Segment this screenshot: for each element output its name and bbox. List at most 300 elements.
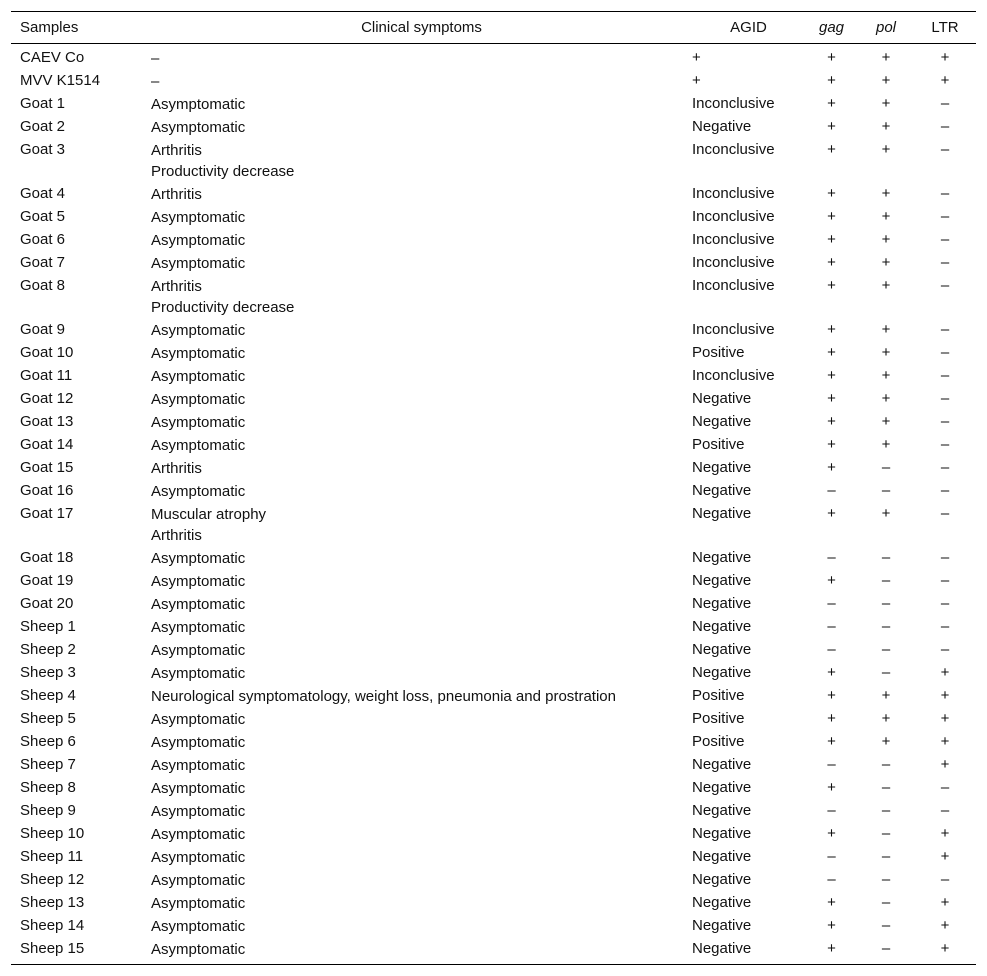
agid-cell: Negative [692, 779, 752, 796]
symptoms-cell [151, 548, 692, 569]
table-row [11, 730, 976, 753]
gag-cell: + [827, 321, 836, 338]
symptom-line: Arthritis [151, 186, 202, 203]
table-row [11, 615, 976, 638]
pol-cell: – [881, 595, 891, 612]
header-agid: AGID [730, 18, 767, 36]
pol-cell: + [881, 185, 891, 202]
sample-cell: Goat 10 [20, 344, 74, 361]
gag-cell: – [827, 756, 836, 773]
symptom-line: Muscular atrophy [151, 506, 267, 523]
symptoms-cell [151, 94, 692, 115]
sample-cell: Sheep 9 [20, 802, 76, 819]
agid-cell: Negative [692, 871, 752, 888]
agid-cell: Negative [692, 825, 752, 842]
pol-cell: + [881, 505, 891, 522]
agid-cell: Inconclusive [692, 208, 775, 225]
table-row [11, 868, 976, 891]
gag-cell: + [827, 390, 836, 407]
symptoms-cell [151, 343, 692, 364]
symptom-line: Productivity decrease [151, 163, 295, 180]
symptom-line: Asymptomatic [151, 895, 246, 912]
ltr-cell: – [940, 277, 950, 294]
ltr-cell: – [940, 482, 950, 499]
gag-cell: – [827, 848, 836, 865]
sample-cell: Sheep 1 [20, 618, 76, 635]
ltr-cell: – [940, 459, 950, 476]
symptoms-cell [151, 916, 692, 937]
gag-cell: + [827, 208, 836, 225]
ltr-cell: + [940, 894, 950, 911]
agid-cell: Negative [692, 572, 752, 589]
symptoms-cell [151, 481, 692, 502]
ltr-cell: + [940, 940, 950, 957]
pol-cell: – [881, 825, 891, 842]
agid-cell: Negative [692, 802, 752, 819]
header-gag: gag [818, 18, 845, 36]
ltr-cell: + [940, 917, 950, 934]
symptom-line: Asymptomatic [151, 209, 246, 226]
agid-cell: + [692, 49, 701, 66]
pol-cell: + [881, 208, 891, 225]
table-row [11, 138, 976, 182]
table-row [11, 569, 976, 592]
table-row [11, 341, 976, 364]
table-row [11, 937, 976, 960]
symptom-line: Asymptomatic [151, 550, 246, 567]
table-row [11, 845, 976, 868]
gag-cell: – [827, 641, 836, 658]
symptom-line: Asymptomatic [151, 619, 246, 636]
gag-cell: + [827, 141, 836, 158]
gag-cell: + [827, 344, 836, 361]
pol-cell: – [881, 459, 891, 476]
gag-cell: + [827, 825, 836, 842]
sample-cell: Goat 20 [20, 595, 74, 612]
gag-cell: + [827, 664, 836, 681]
symptoms-cell [151, 870, 692, 891]
symptoms-cell [151, 253, 692, 274]
table-row [11, 364, 976, 387]
sample-cell: Goat 14 [20, 436, 74, 453]
table-row [11, 115, 976, 138]
symptom-line: Asymptomatic [151, 437, 246, 454]
pol-cell: + [881, 231, 891, 248]
sample-cell: Goat 2 [20, 118, 66, 135]
sample-cell: Goat 12 [20, 390, 74, 407]
sample-cell: Goat 3 [20, 141, 66, 158]
symptom-line: Arthritis [151, 142, 202, 159]
table-row [11, 456, 976, 479]
sample-cell: Goat 9 [20, 321, 66, 338]
table-row [11, 92, 976, 115]
symptoms-cell [151, 435, 692, 456]
agid-cell: Positive [692, 436, 745, 453]
pol-cell: + [881, 733, 891, 750]
ltr-cell: + [940, 664, 950, 681]
symptoms-cell [151, 48, 692, 69]
header-clinical-symptoms: Clinical symptoms [361, 18, 482, 36]
pol-cell: + [881, 344, 891, 361]
symptom-line: Asymptomatic [151, 757, 246, 774]
symptom-line: Asymptomatic [151, 734, 246, 751]
ltr-cell: – [940, 802, 950, 819]
sample-cell: Sheep 2 [20, 641, 76, 658]
gag-cell: + [827, 572, 836, 589]
header-pol: pol [875, 18, 897, 36]
table-row [11, 776, 976, 799]
pol-cell: + [881, 95, 891, 112]
table-row [11, 684, 976, 707]
table-row [11, 914, 976, 937]
table-row [11, 182, 976, 205]
symptoms-cell [151, 276, 692, 318]
agid-cell: Negative [692, 549, 752, 566]
symptom-line: Productivity decrease [151, 299, 295, 316]
table-row [11, 707, 976, 730]
pol-cell: + [881, 277, 891, 294]
pol-cell: – [881, 664, 891, 681]
agid-cell: Positive [692, 710, 745, 727]
sample-cell: Sheep 6 [20, 733, 76, 750]
symptom-line: Asymptomatic [151, 941, 246, 958]
table-row [11, 410, 976, 433]
agid-cell: Negative [692, 482, 752, 499]
gag-cell: + [827, 505, 836, 522]
gag-cell: + [827, 49, 836, 66]
symptoms-cell [151, 732, 692, 753]
sample-cell: Sheep 11 [20, 848, 84, 865]
header-samples: Samples [20, 18, 79, 36]
pol-cell: – [881, 641, 891, 658]
gag-cell: + [827, 710, 836, 727]
symptom-line: Asymptomatic [151, 803, 246, 820]
gag-cell: + [827, 459, 836, 476]
agid-cell: Negative [692, 505, 752, 522]
pol-cell: + [881, 436, 891, 453]
ltr-cell: – [940, 641, 950, 658]
table-row [11, 753, 976, 776]
agid-cell: Negative [692, 917, 752, 934]
sample-cell: Sheep 14 [20, 917, 85, 934]
table-row [11, 433, 976, 456]
gag-cell: + [827, 687, 836, 704]
symptom-line: Asymptomatic [151, 322, 246, 339]
symptom-line: Asymptomatic [151, 573, 246, 590]
symptoms-cell [151, 207, 692, 228]
ltr-cell: – [940, 549, 950, 566]
ltr-cell: + [940, 733, 950, 750]
symptoms-cell [151, 663, 692, 684]
sample-cell: Goat 6 [20, 231, 66, 248]
ltr-cell: + [940, 825, 950, 842]
gag-cell: – [827, 802, 836, 819]
sample-cell: Sheep 10 [20, 825, 85, 842]
sample-cell: Goat 13 [20, 413, 74, 430]
ltr-cell: – [940, 118, 950, 135]
symptom-line: Arthritis [151, 460, 202, 477]
pol-cell: – [881, 940, 891, 957]
sample-cell: Goat 19 [20, 572, 74, 589]
ltr-cell: – [940, 390, 950, 407]
table-row [11, 891, 976, 914]
gag-cell: + [827, 231, 836, 248]
gag-cell: + [827, 436, 836, 453]
table-row [11, 638, 976, 661]
ltr-cell: – [940, 141, 950, 158]
sample-cell: Goat 11 [20, 367, 73, 384]
table-row [11, 318, 976, 341]
symptom-line: Asymptomatic [151, 232, 246, 249]
pol-cell: – [881, 871, 891, 888]
ltr-cell: + [940, 49, 950, 66]
table-row [11, 661, 976, 684]
gag-cell: + [827, 894, 836, 911]
agid-cell: Inconclusive [692, 277, 775, 294]
table-row [11, 274, 976, 318]
symptoms-cell [151, 709, 692, 730]
sample-cell: Goat 18 [20, 549, 74, 566]
ltr-cell: – [940, 367, 950, 384]
gag-cell: + [827, 733, 836, 750]
pol-cell: + [881, 321, 891, 338]
ltr-cell: – [940, 436, 950, 453]
sample-cell: Sheep 5 [20, 710, 76, 727]
table-row [11, 799, 976, 822]
pol-cell: – [881, 572, 891, 589]
table-row [11, 205, 976, 228]
table-row [11, 387, 976, 410]
sample-cell: Sheep 15 [20, 940, 85, 957]
agid-cell: + [692, 72, 701, 89]
table-row [11, 228, 976, 251]
ltr-cell: – [940, 185, 950, 202]
symptom-line: Asymptomatic [151, 119, 246, 136]
symptoms-cell [151, 594, 692, 615]
ltr-cell: + [940, 72, 950, 89]
ltr-cell: – [940, 413, 950, 430]
agid-cell: Negative [692, 940, 752, 957]
symptoms-cell [151, 412, 692, 433]
pol-cell: + [881, 254, 891, 271]
symptom-line: Asymptomatic [151, 483, 246, 500]
table-row [11, 479, 976, 502]
table-row [11, 46, 976, 69]
pol-cell: + [881, 687, 891, 704]
pol-cell: + [881, 413, 891, 430]
symptoms-cell [151, 458, 692, 479]
symptom-line: Asymptomatic [151, 918, 246, 935]
pol-cell: – [881, 618, 891, 635]
symptoms-cell [151, 801, 692, 822]
pol-cell: – [881, 848, 891, 865]
table-row [11, 251, 976, 274]
agid-cell: Positive [692, 687, 745, 704]
pol-cell: – [881, 756, 891, 773]
symptoms-cell [151, 140, 692, 182]
table-row [11, 822, 976, 845]
symptom-line: Asymptomatic [151, 96, 246, 113]
results-table [11, 11, 976, 965]
symptoms-cell [151, 571, 692, 592]
sample-cell: Goat 5 [20, 208, 66, 225]
agid-cell: Inconclusive [692, 367, 775, 384]
pol-cell: – [881, 549, 891, 566]
ltr-cell: – [940, 618, 950, 635]
ltr-cell: – [940, 321, 950, 338]
ltr-cell: – [940, 254, 950, 271]
table-header-row [11, 12, 976, 43]
ltr-cell: – [940, 344, 950, 361]
gag-cell: – [827, 871, 836, 888]
symptom-line: Asymptomatic [151, 255, 246, 272]
symptoms-cell [151, 617, 692, 638]
ltr-cell: – [940, 95, 950, 112]
pol-cell: + [881, 141, 891, 158]
symptom-line: Arthritis [151, 527, 202, 544]
pol-cell: – [881, 779, 891, 796]
table-row [11, 69, 976, 92]
symptoms-cell [151, 686, 692, 707]
symptoms-cell [151, 366, 692, 387]
gag-cell: + [827, 940, 836, 957]
sample-cell: Sheep 12 [20, 871, 85, 888]
ltr-cell: – [940, 779, 950, 796]
sample-cell: Sheep 7 [20, 756, 76, 773]
symptom-line: Asymptomatic [151, 414, 246, 431]
symptoms-cell [151, 230, 692, 251]
symptoms-cell [151, 847, 692, 868]
symptom-line: Asymptomatic [151, 826, 246, 843]
pol-cell: – [881, 802, 891, 819]
ltr-cell: – [940, 505, 950, 522]
gag-cell: + [827, 185, 836, 202]
symptoms-cell [151, 939, 692, 960]
sample-cell: Goat 8 [20, 277, 66, 294]
table-row [11, 546, 976, 569]
agid-cell: Negative [692, 595, 752, 612]
gag-cell: + [827, 72, 836, 89]
sample-cell: MVV K1514 [20, 72, 101, 89]
agid-cell: Negative [692, 848, 752, 865]
gag-cell: + [827, 118, 836, 135]
symptom-line: – [151, 50, 160, 67]
agid-cell: Positive [692, 344, 745, 361]
agid-cell: Positive [692, 733, 745, 750]
table-body [11, 44, 976, 964]
sample-cell: Goat 15 [20, 459, 74, 476]
agid-cell: Negative [692, 664, 752, 681]
ltr-cell: + [940, 756, 950, 773]
symptoms-cell [151, 504, 692, 546]
ltr-cell: + [940, 687, 950, 704]
symptoms-cell [151, 824, 692, 845]
symptoms-cell [151, 389, 692, 410]
pol-cell: – [881, 482, 891, 499]
symptoms-cell [151, 320, 692, 341]
sample-cell: Goat 16 [20, 482, 74, 499]
symptom-line: Asymptomatic [151, 368, 246, 385]
symptom-line: Asymptomatic [151, 642, 246, 659]
agid-cell: Negative [692, 118, 752, 135]
table-row [11, 502, 976, 546]
sample-cell: Goat 4 [20, 185, 66, 202]
symptom-line: Asymptomatic [151, 711, 246, 728]
symptom-line: – [151, 73, 160, 90]
symptoms-cell [151, 893, 692, 914]
symptoms-cell [151, 184, 692, 205]
symptom-line: Asymptomatic [151, 391, 246, 408]
ltr-cell: – [940, 231, 950, 248]
agid-cell: Inconclusive [692, 321, 775, 338]
agid-cell: Inconclusive [692, 231, 775, 248]
pol-cell: + [881, 72, 891, 89]
pol-cell: + [881, 49, 891, 66]
sample-cell: Sheep 8 [20, 779, 76, 796]
sample-cell: Sheep 3 [20, 664, 76, 681]
ltr-cell: – [940, 871, 950, 888]
symptom-line: Asymptomatic [151, 596, 246, 613]
symptoms-cell [151, 778, 692, 799]
header-ltr: LTR [931, 18, 959, 36]
symptom-line: Asymptomatic [151, 849, 246, 866]
sample-cell: Sheep 4 [20, 687, 76, 704]
agid-cell: Negative [692, 894, 752, 911]
gag-cell: + [827, 95, 836, 112]
symptoms-cell [151, 640, 692, 661]
sample-cell: Goat 17 [20, 505, 74, 522]
agid-cell: Inconclusive [692, 254, 775, 271]
pol-cell: + [881, 390, 891, 407]
pol-cell: + [881, 367, 891, 384]
ltr-cell: – [940, 208, 950, 225]
symptom-line: Neurological symptomatology, weight loss, pneumonia and prostration [151, 688, 616, 705]
ltr-cell: – [940, 572, 950, 589]
gag-cell: + [827, 779, 836, 796]
ltr-cell: + [940, 710, 950, 727]
symptom-line: Asymptomatic [151, 872, 246, 889]
agid-cell: Inconclusive [692, 185, 775, 202]
agid-cell: Negative [692, 756, 752, 773]
ltr-cell: – [940, 595, 950, 612]
pol-cell: – [881, 894, 891, 911]
gag-cell: – [827, 482, 836, 499]
symptoms-cell [151, 117, 692, 138]
table-row [11, 592, 976, 615]
pol-cell: + [881, 710, 891, 727]
symptom-line: Asymptomatic [151, 345, 246, 362]
pol-cell: – [881, 917, 891, 934]
sample-cell: Goat 7 [20, 254, 66, 271]
bottom-rule [11, 964, 976, 965]
agid-cell: Negative [692, 618, 752, 635]
agid-cell: Negative [692, 641, 752, 658]
ltr-cell: + [940, 848, 950, 865]
sample-cell: Sheep 13 [20, 894, 85, 911]
gag-cell: + [827, 254, 836, 271]
agid-cell: Negative [692, 413, 752, 430]
pol-cell: + [881, 118, 891, 135]
symptom-line: Asymptomatic [151, 665, 246, 682]
gag-cell: – [827, 549, 836, 566]
gag-cell: + [827, 413, 836, 430]
gag-cell: – [827, 618, 836, 635]
symptoms-cell [151, 71, 692, 92]
gag-cell: – [827, 595, 836, 612]
gag-cell: + [827, 367, 836, 384]
gag-cell: + [827, 277, 836, 294]
agid-cell: Negative [692, 390, 752, 407]
